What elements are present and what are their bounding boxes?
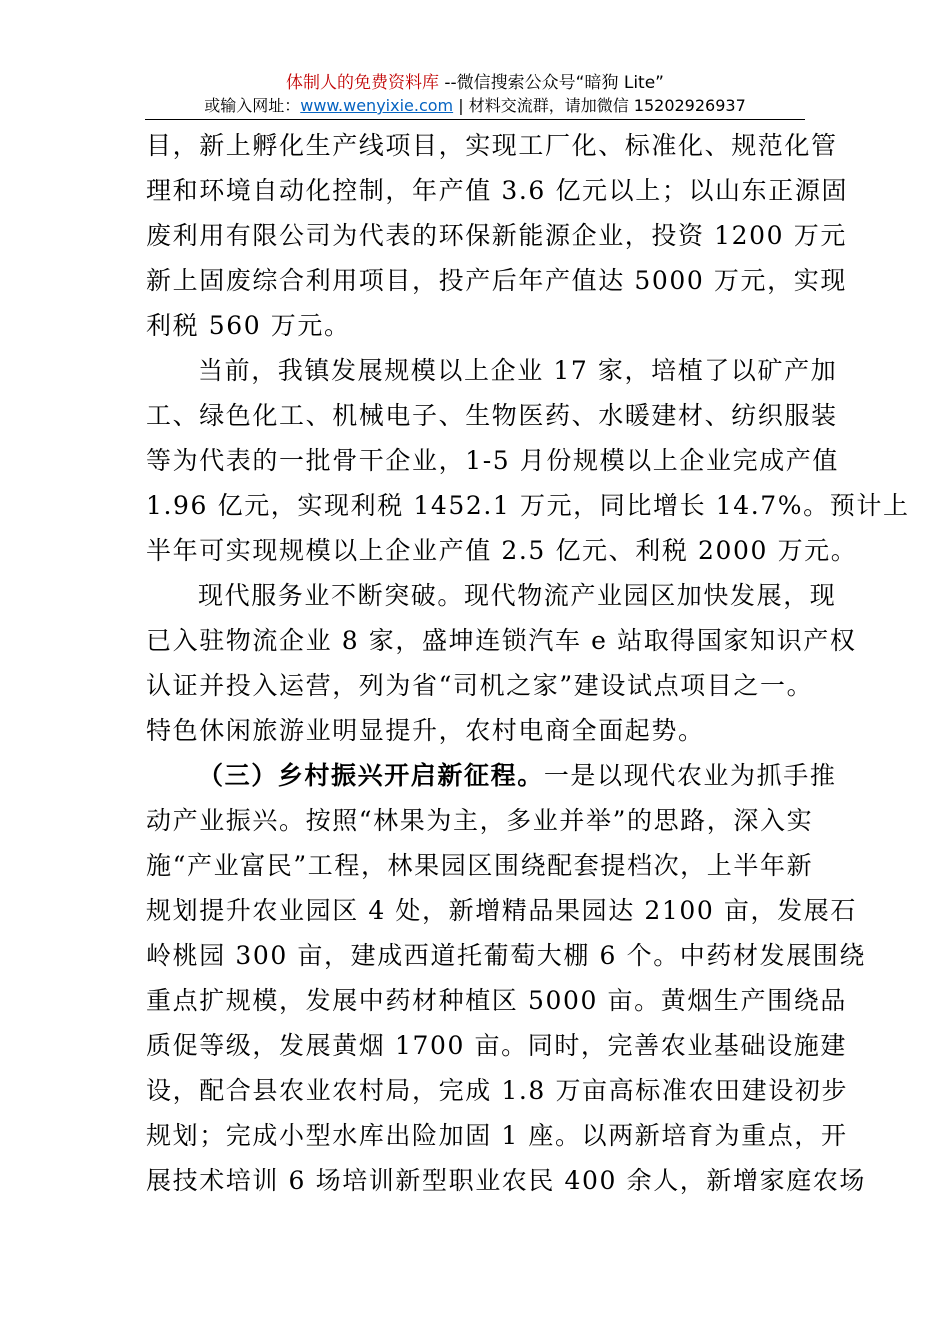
text-line: 施“产业富民”工程，林果园区围绕配套提档次，上半年新 [146,851,814,880]
text-line: 废利用有限公司为代表的环保新能源企业，投资 1200 万元 [146,221,847,250]
text-line: 设，配合县农业农村局，完成 1.8 万亩高标准农田建设初步 [146,1076,849,1105]
document-body [146,123,910,1203]
header-tagline: --微信搜索公众号“暗狗 Lite” [438,73,664,93]
url-prefix: 或输入网址： [204,96,301,115]
text-line: 新上固废综合利用项目，投产后年产值达 5000 万元，实现 [146,266,847,295]
text-line: 规划；完成小型水库出险加固 1 座。以两新培育为重点，开 [146,1121,848,1150]
text-line: 重点扩规模，发展中药材种植区 5000 亩。黄烟生产围绕品 [146,986,847,1015]
text-line: 目，新上孵化生产线项目，实现工厂化、标准化、规范化管 [146,131,838,160]
text-line: 规划提升农业园区 4 处，新增精品果园达 2100 亩，发展石 [146,896,857,925]
text-line: 动产业振兴。按照“林果为主，多业并举”的思路，深入实 [146,806,814,835]
text-line: 等为代表的一批骨干企业，1-5 月份规模以上企业完成产值 [146,446,840,475]
text-line: 半年可实现规模以上企业产值 2.5 亿元、利税 2000 万元。 [146,536,858,565]
paragraph-2 [146,348,910,573]
page-header [150,72,800,117]
text-line: 岭桃园 300 亩，建成西道托葡萄大棚 6 个。中药材发展围绕 [146,941,867,970]
section-heading: （三）乡村振兴开启新征程。 [198,761,544,790]
website-link[interactable]: www.wenyixie.com [300,96,454,115]
header-contact-line [150,95,800,117]
section-heading-rest: 一是以现代农业为抓手推 [543,761,837,790]
text-line: 1.96 亿元，实现利税 1452.1 万元，同比增长 14.7%。预计上 [146,491,910,520]
text-line: 已入驻物流企业 8 家，盛坤连锁汽车 e 站取得国家知识产权 [146,626,857,655]
text-line: 质促等级，发展黄烟 1700 亩。同时，完善农业基础设施建 [146,1031,847,1060]
paragraph-3 [146,573,857,753]
brand-name: 体制人的免费资料库 [285,73,439,93]
text-line: 特色休闲旅游业明显提升，农村电商全面起势。 [146,716,705,745]
text-line [146,753,837,798]
text-line: 现代服务业不断突破。现代物流产业园区加快发展，现 [198,581,837,610]
text-line: 利税 560 万元。 [146,311,351,340]
text-line: 认证并投入运营，列为省“司机之家”建设试点项目之一。 [146,671,814,700]
header-title-line [150,72,800,94]
paragraph-1 [146,123,849,348]
text-line: 当前，我镇发展规模以上企业 17 家，培植了以矿产加 [198,356,838,385]
text-line: 展技术培训 6 场培训新型职业农民 400 余人，新增家庭农场 [146,1166,867,1195]
text-line: 理和环境自动化控制，年产值 3.6 亿元以上；以山东正源固 [146,176,849,205]
text-line: 工、绿色化工、机械电子、生物医药、水暖建材、纺织服装 [146,401,838,430]
contact-info: | 材料交流群，请加微信 15202926937 [453,96,746,115]
paragraph-4 [146,753,867,1203]
header-divider [145,119,805,120]
